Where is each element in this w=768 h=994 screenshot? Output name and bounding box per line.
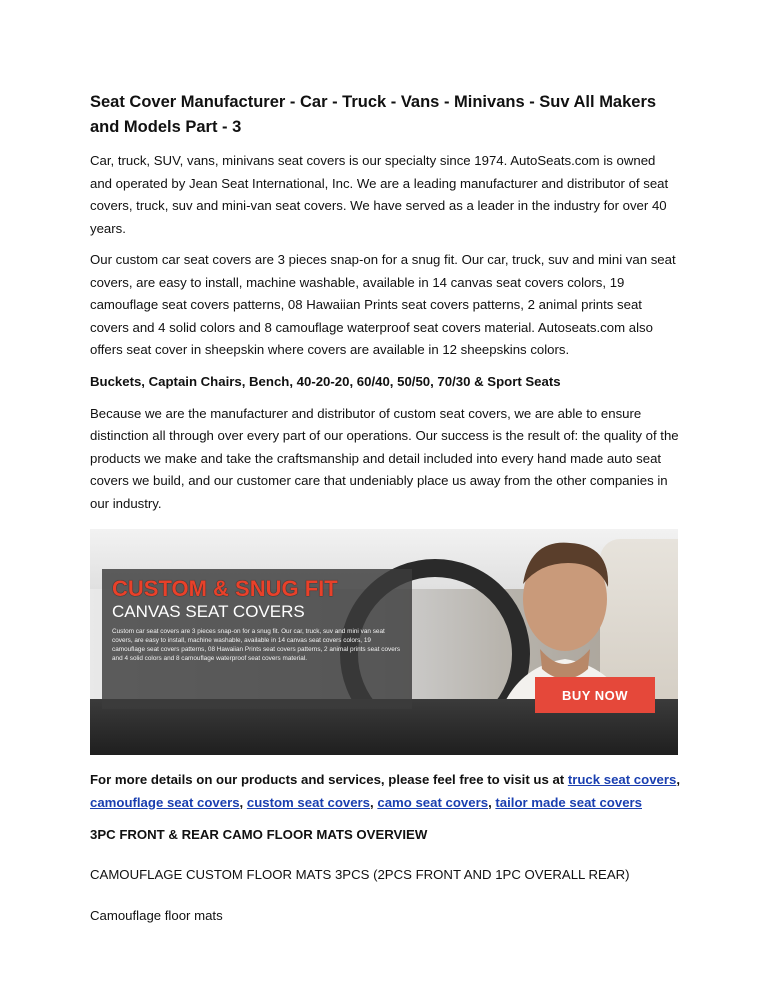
buy-now-button[interactable]: BUY NOW xyxy=(535,677,655,713)
banner-text-overlay xyxy=(102,569,412,709)
camo-seat-covers-link[interactable]: camo seat covers xyxy=(377,794,489,810)
more-details-lead: For more details on our products and services, please feel free to visit us at xyxy=(90,772,568,787)
intro-paragraph: Car, truck, SUV, vans, minivans seat covers is our specialty since 1974. AutoSeats.com is owned and operated by Jean Seat International, Inc. We are a leading manufacturer and distributor of seat covers, truck, suv and mini-van seat covers. We have served as a leader in the industry for over 40 years. xyxy=(90,153,669,236)
seat-types-heading: Buckets, Captain Chairs, Bench, 40-20-20, 60/40, 50/50, 70/30 & Sport Seats xyxy=(90,373,561,389)
more-details-paragraph: For more details on our products and services, please feel free to visit us at truck seat covers, camouflage seat covers, custom seat covers, camo seat covers, tailor made seat covers xyxy=(90,772,680,810)
promo-banner-image[interactable] xyxy=(90,529,678,755)
floor-mats-label: Camouflage floor mats xyxy=(90,907,223,923)
custom-seat-covers-link[interactable]: custom seat covers xyxy=(246,794,371,810)
floor-mats-heading: 3PC FRONT & REAR CAMO FLOOR MATS OVERVIEW xyxy=(90,827,428,842)
page-title: Seat Cover Manufacturer - Car - Truck - Vans - Minivans - Suv All Makers and Models Part - 3 xyxy=(90,93,657,136)
camouflage-seat-covers-link[interactable]: camouflage seat covers xyxy=(90,794,240,810)
truck-seat-covers-link[interactable]: truck seat covers xyxy=(567,772,677,787)
banner-subheadline: CANVAS SEAT COVERS xyxy=(112,602,305,621)
banner-headline: CUSTOM & SNUG FIT xyxy=(112,576,338,601)
quality-paragraph: Because we are the manufacturer and distributor of custom seat covers, we are able to ensure distinction all through over every part of our operations. Our success is the result of: the quality of the products we make and take the craftsmanship and detail included into every hand made auto seat covers we build, and our customer care that undeniably place us away from the other companies in our industry. xyxy=(90,405,679,511)
banner-body: Custom car seat covers are 3 pieces snap-on for a snug fit. Our car, truck, suv and mini van seat covers, are easy to install, machine washable, available in 14 canvas seat covers colors, 19 camouflage seat covers patterns, 08 Hawaiian Prints seat covers patterns, 2 animal prints seat covers and 4 solid colors and 8 camouflage waterproof seat covers material. xyxy=(112,628,401,662)
document-content xyxy=(90,90,680,927)
custom-covers-paragraph: Our custom car seat covers are 3 pieces snap-on for a snug fit. Our car, truck, suv and mini van seat covers, are easy to install, machine washable, available in 14 canvas seat covers colors, 19 camouflage seat covers patterns, 08 Hawaiian Prints seat covers patterns, 2 animal prints seat covers and 4 solid colors and 8 camouflage waterproof seat covers material. Autoseats.com also offers seat cover in sheepskin where covers are available in 12 sheepskins colors. xyxy=(90,252,676,357)
floor-mats-description: CAMOUFLAGE CUSTOM FLOOR MATS 3PCS (2PCS FRONT AND 1PC OVERALL REAR) xyxy=(90,867,630,882)
tailor-made-seat-covers-link[interactable]: tailor made seat covers xyxy=(495,794,642,810)
